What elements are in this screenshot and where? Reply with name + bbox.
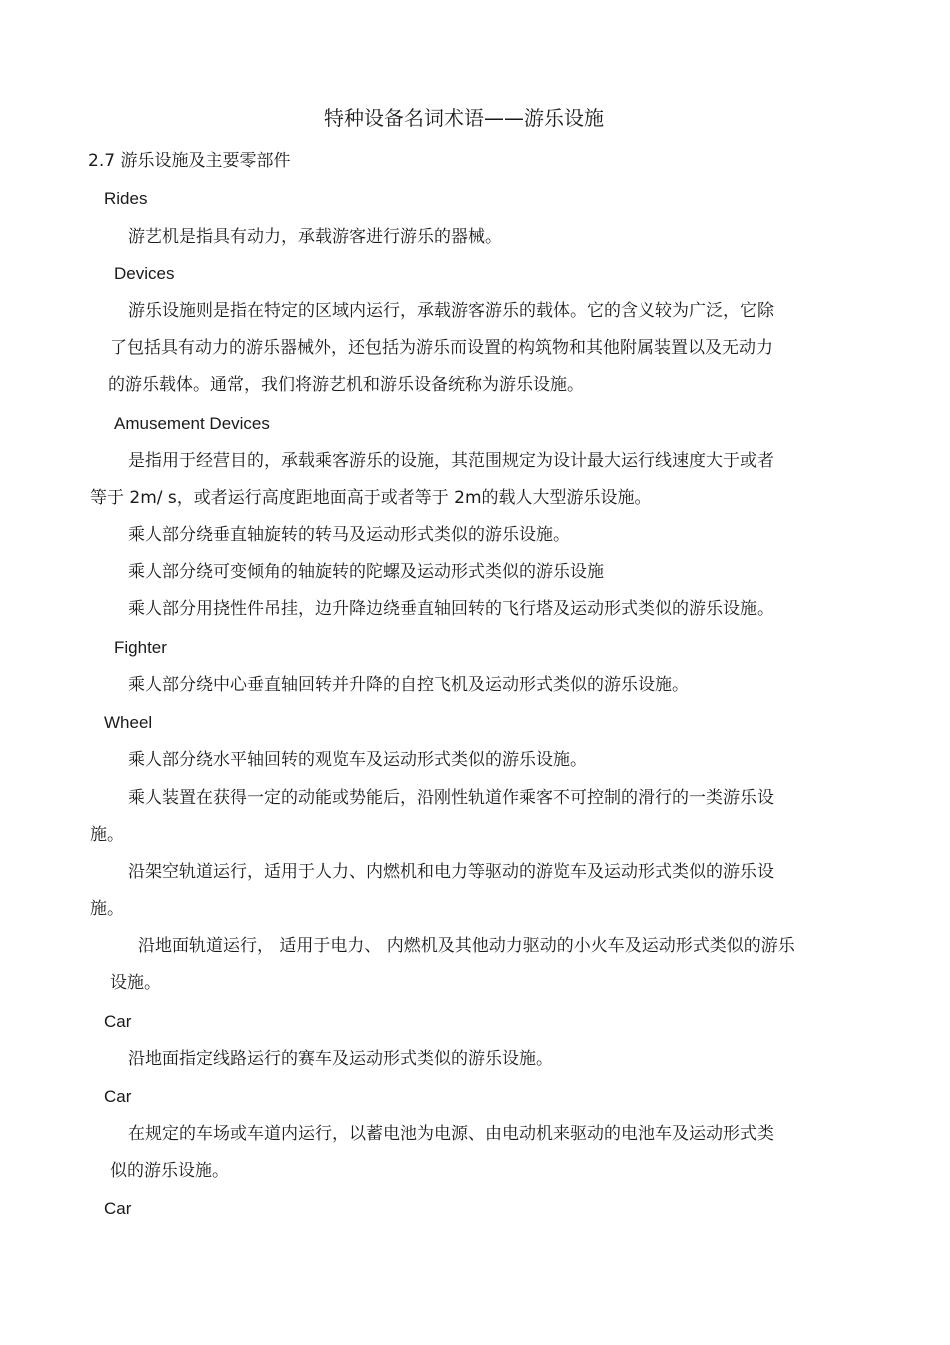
text-line: 等于 2m/ s，或者运行高度距地面高于或者等于 2m的载人大型游乐设施。 bbox=[90, 488, 652, 508]
text-line: 施。 bbox=[90, 899, 124, 919]
term-line: Wheel bbox=[104, 713, 153, 732]
text-line: 乘人部分绕可变倾角的轴旋转的陀螺及运动形式类似的游乐设施 bbox=[128, 562, 604, 582]
text-line: 游艺机是指具有动力，承载游客进行游乐的器械。 bbox=[128, 227, 502, 247]
text-line: 在规定的车场或车道内运行，以蓄电池为电源、由电动机来驱动的电池车及运动形式类 bbox=[128, 1124, 774, 1144]
term-line: Devices bbox=[114, 264, 175, 283]
text-line: 沿地面轨道运行， 适用于电力、 内燃机及其他动力驱动的小火车及运动形式类似的游乐 bbox=[138, 936, 795, 956]
text-line: 沿地面指定线路运行的赛车及运动形式类似的游乐设施。 bbox=[128, 1049, 553, 1069]
section-heading: 2.7 游乐设施及主要零部件 bbox=[88, 151, 291, 171]
term-line: Car bbox=[104, 1012, 132, 1031]
text-line: 乘人部分绕水平轴回转的观览车及运动形式类似的游乐设施。 bbox=[128, 750, 587, 770]
text-line: 乘人部分用挠性件吊挂，边升降边绕垂直轴回转的飞行塔及运动形式类似的游乐设施。 bbox=[128, 599, 774, 619]
text-line: 施。 bbox=[90, 825, 124, 845]
text-line: 是指用于经营目的，承载乘客游乐的设施，其范围规定为设计最大运行线速度大于或者 bbox=[128, 451, 774, 471]
text-line: 了包括具有动力的游乐器械外，还包括为游乐而设置的构筑物和其他附属装置以及无动力 bbox=[110, 338, 773, 358]
term-line: Amusement Devices bbox=[114, 414, 270, 433]
document-title: 特种设备名词术语——游乐设施 bbox=[324, 106, 604, 130]
term-line: Fighter bbox=[114, 638, 167, 657]
text-line: 设施。 bbox=[110, 973, 161, 993]
term-line: Car bbox=[104, 1199, 132, 1218]
text-line: 沿架空轨道运行，适用于人力、内燃机和电力等驱动的游览车及运动形式类似的游乐设 bbox=[128, 862, 774, 882]
term-line: Car bbox=[104, 1087, 132, 1106]
text-line: 游乐设施则是指在特定的区域内运行，承载游客游乐的载体。它的含义较为广泛，它除 bbox=[128, 301, 774, 321]
text-line: 乘人部分绕垂直轴旋转的转马及运动形式类似的游乐设施。 bbox=[128, 525, 570, 545]
text-line: 的游乐载体。通常，我们将游艺机和游乐设备统称为游乐设施。 bbox=[108, 375, 584, 395]
text-line: 似的游乐设施。 bbox=[110, 1161, 229, 1181]
text-line: 乘人装置在获得一定的动能或势能后，沿刚性轨道作乘客不可控制的滑行的一类游乐设 bbox=[128, 788, 774, 808]
text-line: 乘人部分绕中心垂直轴回转并升降的自控飞机及运动形式类似的游乐设施。 bbox=[128, 675, 689, 695]
term-line: Rides bbox=[104, 189, 148, 208]
